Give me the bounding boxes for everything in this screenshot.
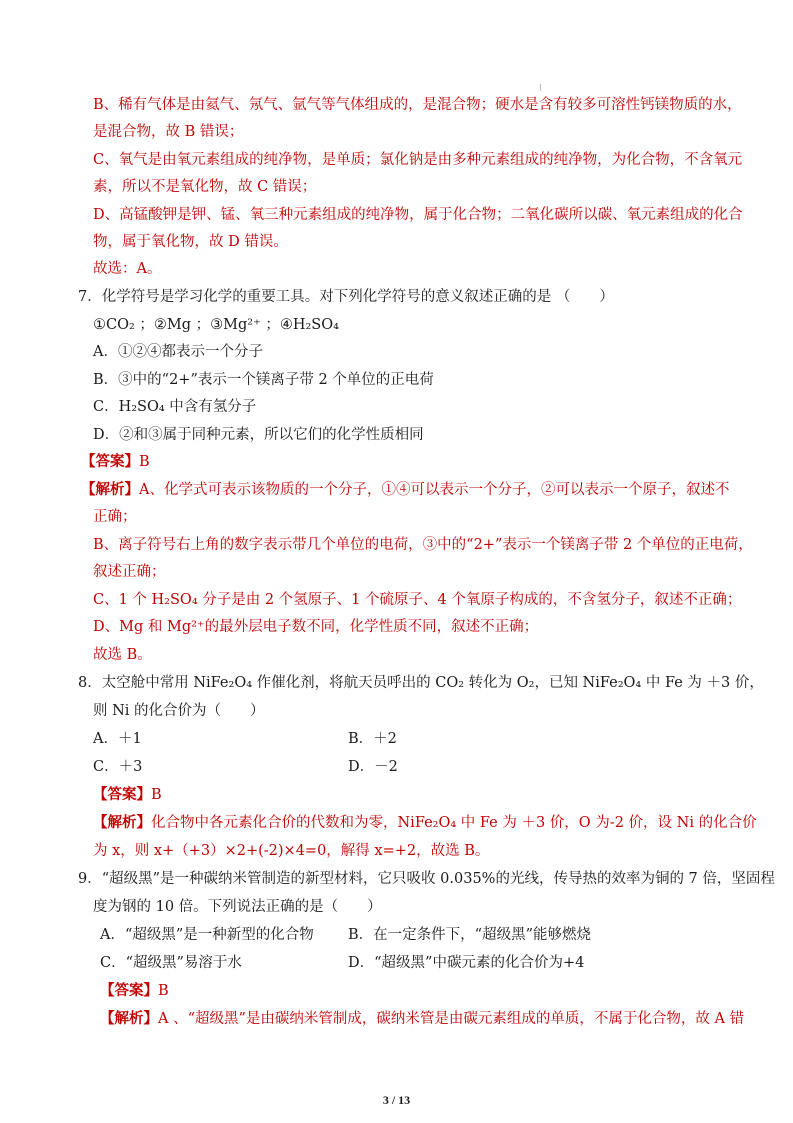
prev-analysis-d-line1: D、高锰酸钾是钾、锰、氧三种元素组成的纯净物，属于化合物；二氧化碳所以碳、氧元素组成的化合 (93, 207, 743, 223)
q7-answer-value: B (139, 454, 150, 470)
q8-answer-tag: 【答案】 (93, 786, 151, 803)
q9-answer-tag: 【答案】 (100, 982, 158, 999)
q8-analysis-line2: 为 x，则 x+（+3）×2+(-2)×4=0，解得 x=+2，故选 B。 (93, 843, 490, 859)
q8-option-d: D．－2 (348, 759, 398, 775)
q7-analysis-b-line1: B、离子符号右上角的数字表示带几个单位的电荷，③中的“2+”表示一个镁离子带 2 个单位的正电荷， (93, 537, 753, 553)
q7-answer (81, 452, 150, 472)
q7-answer-tag: 【答案】 (81, 453, 139, 470)
q7-analysis-c: C、1 个 H₂SO₄ 分子是由 2 个氢原子、1 个硫原子、4 个氧原子构成的，不含氢分子，叙述不正确； (93, 592, 742, 608)
q7-analysis-tag: 【解析】 (81, 481, 139, 498)
q8-analysis-tag: 【解析】 (93, 814, 151, 831)
q7-analysis-a-line1 (81, 480, 729, 500)
q7-option-c: C．H₂SO₄ 中含有氢分子 (93, 399, 257, 415)
q9-analysis-line1 (100, 1009, 744, 1029)
q8-stem-line2: 则 Ni 的化合价为（ ） (93, 703, 265, 719)
q8-answer (93, 785, 162, 805)
q8-analysis-text: 化合物中各元素化合价的代数和为零，NiFe₂O₄ 中 Fe 为 ＋3 价，O 为-2 价，设 Ni 的化合价 (151, 815, 757, 831)
q8-analysis-line1 (93, 813, 757, 833)
prev-analysis-b-line1: B、稀有气体是由氦气、氖气、氩气等气体组成的，是混合物；硬水是含有较多可溶性钙镁物质的水， (93, 97, 742, 113)
q8-answer-value: B (151, 787, 162, 803)
q9-analysis-text: A 、“超级黑”是由碳纳米管制成，碳纳米管是由碳元素组成的单质，不属于化合物，故 A 错 (158, 1011, 745, 1027)
q9-analysis-tag: 【解析】 (100, 1010, 158, 1027)
q9-option-a: A．“超级黑”是一种新型的化合物 (100, 927, 314, 943)
q7-option-d: D．②和③属于同种元素，所以它们的化学性质相同 (93, 427, 424, 443)
prev-analysis-c-line2: 素，所以不是氧化物，故 C 错误； (93, 179, 317, 195)
q9-answer (100, 981, 169, 1001)
q7-conclusion: 故选 B。 (93, 647, 152, 663)
q9-option-c: C．“超级黑”易溶于水 (100, 955, 242, 971)
q8-option-a: A．＋1 (93, 731, 142, 747)
q9-option-b: B．在一定条件下，“超级黑”能够燃烧 (348, 927, 591, 943)
q8-option-c: C．＋3 (93, 759, 143, 775)
scan-mark (540, 84, 541, 91)
q7-option-b: B．③中的“2+”表示一个镁离子带 2 个单位的正电荷 (93, 372, 434, 388)
q7-analysis-a-text: A、化学式可表示该物质的一个分子，①④可以表示一个分子，②可以表示一个原子，叙述不 (139, 482, 730, 498)
q9-stem-line1: 9．“超级黑”是一种碳纳米管制造的新型材料，它只吸收 0.035%的光线，传导热的效率为铜的 7 倍，坚固程 (78, 871, 775, 887)
q7-analysis-a-line2: 正确； (93, 509, 137, 525)
q9-option-d: D．“超级黑”中碳元素的化合价为+4 (348, 955, 585, 971)
prev-analysis-d-line2: 物，属于氧化物，故 D 错误。 (93, 234, 288, 250)
page-number: 3 / 13 (382, 1093, 411, 1107)
q7-option-a: A．①②④都表示一个分子 (93, 344, 263, 360)
prev-analysis-c-line1: C、氧气是由氧元素组成的纯净物，是单质；氯化钠是由多种元素组成的纯净物，为化合物，不含氧元 (93, 152, 743, 168)
q8-option-b: B．＋2 (348, 731, 397, 747)
prev-conclusion: 故选：A。 (93, 261, 162, 277)
q7-stem: 7．化学符号是学习化学的重要工具。对下列化学符号的意义叙述正确的是 （ ） (78, 289, 614, 305)
prev-analysis-b-line2: 是混合物，故 B 错误； (93, 124, 244, 140)
q9-answer-value: B (158, 983, 169, 999)
q7-analysis-d: D、Mg 和 Mg²⁺的最外层电子数不同，化学性质不同，叙述不正确； (93, 619, 539, 635)
q8-stem-line1: 8．太空舱中常用 NiFe₂O₄ 作催化剂，将航天员呼出的 CO₂ 转化为 O₂，已知 NiFe₂O₄ 中 Fe 为 ＋3 价， (78, 675, 764, 691)
q9-stem-line2: 度为钢的 10 倍。下列说法正确的是（ ） (93, 899, 382, 915)
q7-symbols: ①CO₂ ；②Mg ；③Mg²⁺ ；④H₂SO₄ (93, 317, 339, 333)
q7-analysis-b-line2: 叙述正确； (93, 564, 166, 580)
